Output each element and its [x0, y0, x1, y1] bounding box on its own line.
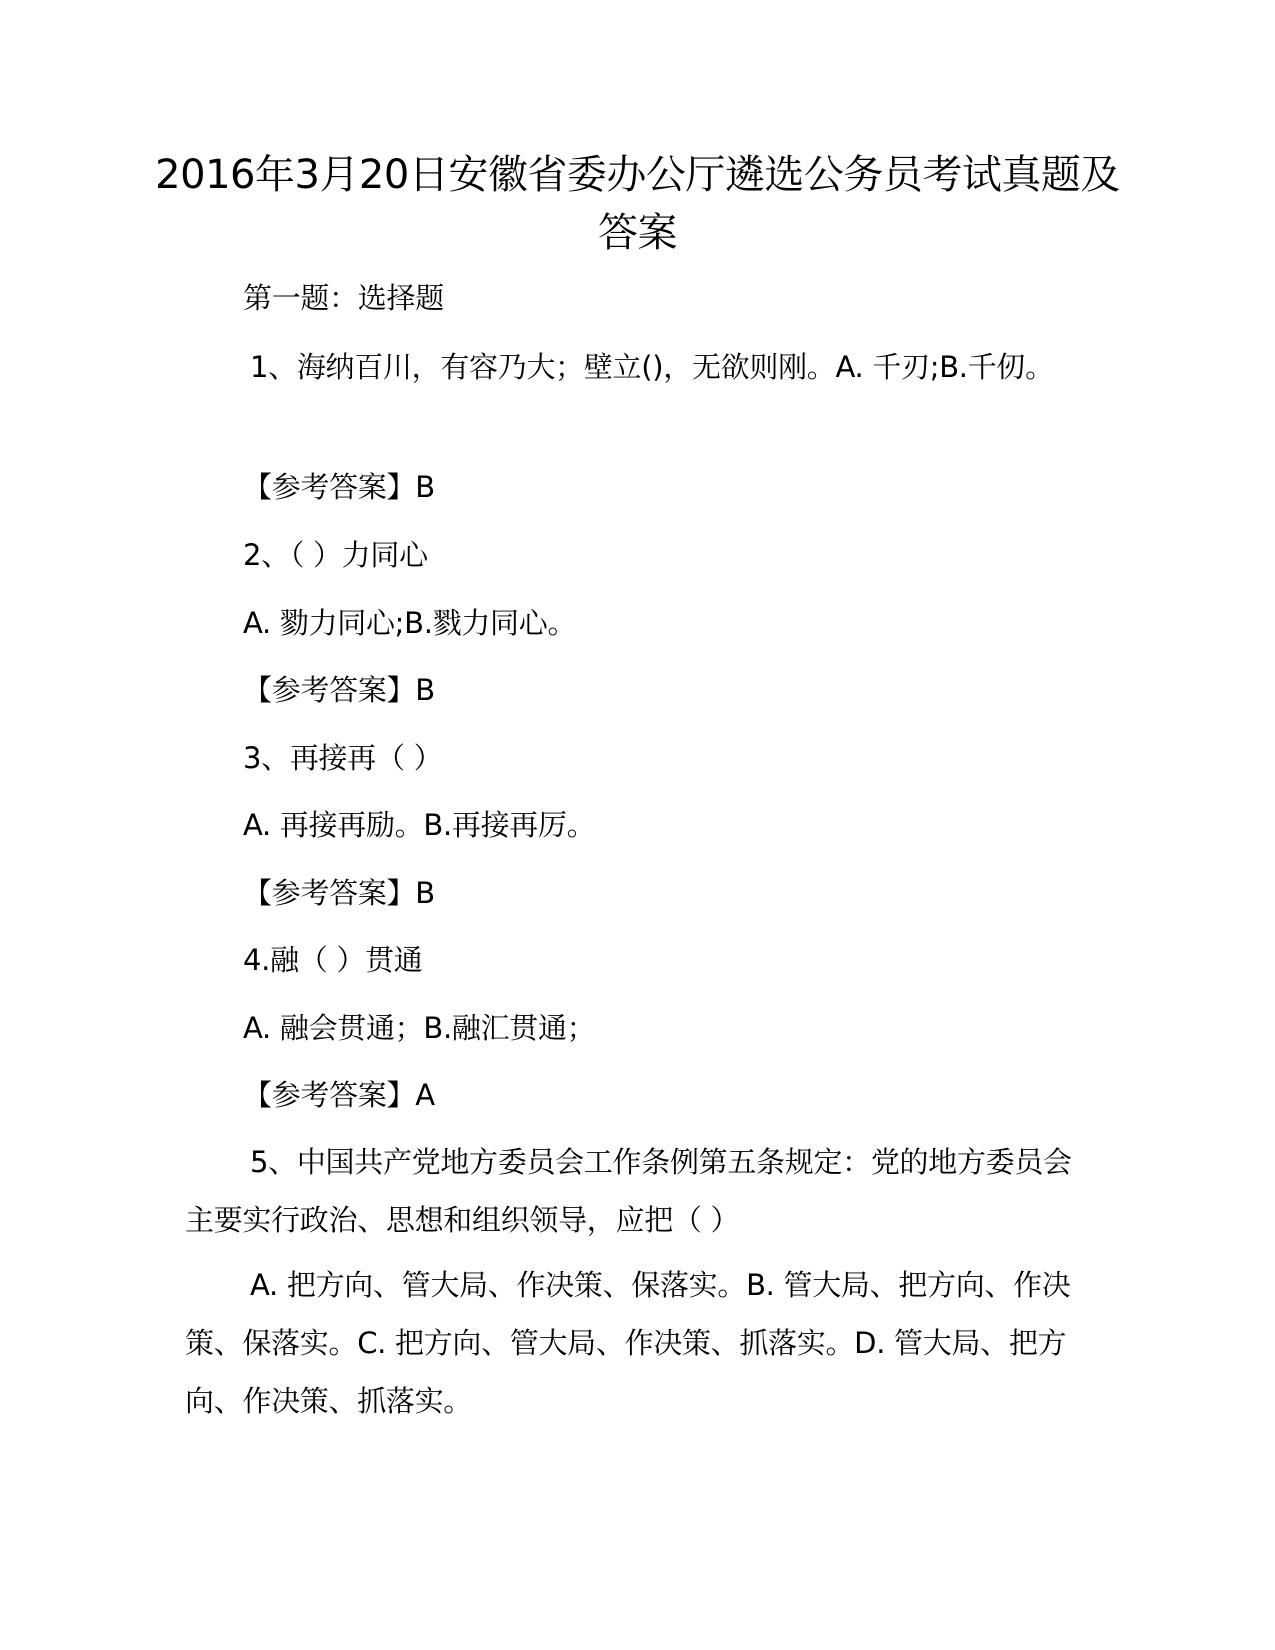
question-5-options: A. 把方向、管大局、作决策、保落实。B. 管大局、把方向、作决策、保落实。C. 把方向、管大局、作决策、抓落实。D. 管大局、把方向、作决策、抓落实。: [185, 1268, 1071, 1418]
question-3-answer: 【参考答案】B: [243, 876, 435, 910]
question-3-options: A. 再接再励。B.再接再厉。: [243, 808, 596, 842]
question-4-stem: 4.融（ ）贯通: [243, 943, 423, 977]
question-5: 5、中国共产党地方委员会工作条例第五条规定：党的地方委员会主要实行政治、思想和组织领导，应把（ ）: [185, 1145, 1072, 1237]
question-2-stem: 2、（ ）力同心: [243, 538, 428, 572]
document-title: 2016年3月20日安徽省委办公厅遴选公务员考试真题及答案: [155, 152, 1120, 256]
question-3-stem: 3、再接再（ ）: [243, 741, 443, 775]
question-2-answer: 【参考答案】B: [243, 673, 435, 707]
question-4-answer: 【参考答案】A: [243, 1078, 435, 1112]
question-2-options: A. 勠力同心;B.戮力同心。: [243, 606, 577, 640]
question-4-options: A. 融会贯通；B.融汇贯通；: [243, 1011, 596, 1045]
question-1: 1、海纳百川，有容乃大；壁立()，无欲则刚。A. 千刃;B.千仞。: [250, 350, 1054, 384]
question-1-answer: 【参考答案】B: [243, 470, 435, 504]
section-heading: 第一题：选择题: [243, 281, 444, 315]
